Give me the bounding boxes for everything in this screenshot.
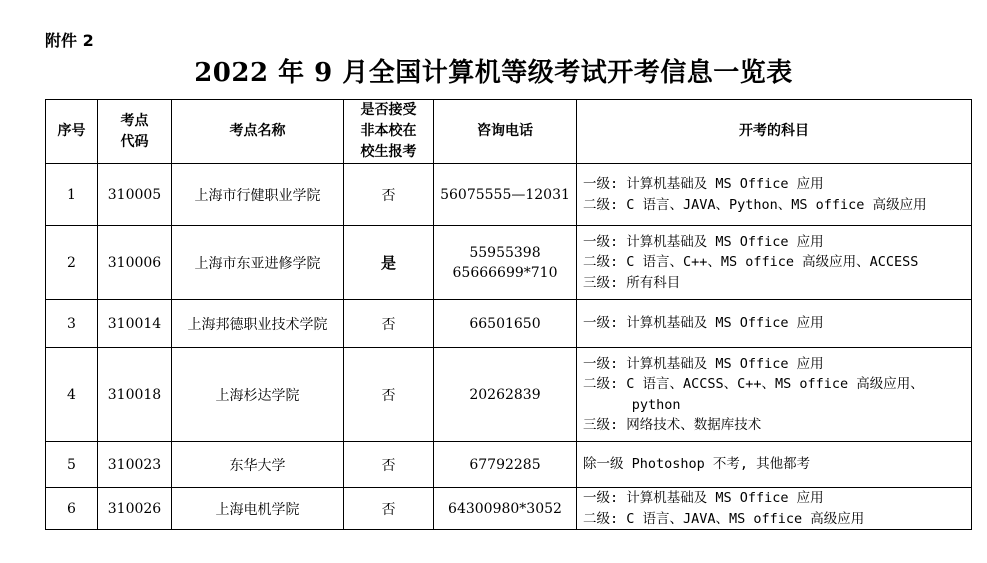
cell-phone: 55955398 65666699*710 xyxy=(434,226,577,300)
table-row xyxy=(46,348,972,442)
cell-accept: 否 xyxy=(344,300,434,348)
page-title: 2022 年 9 月全国计算机等级考试开考信息一览表 xyxy=(194,58,793,88)
cell-name: 东华大学 xyxy=(172,442,344,488)
cell-accept: 否 xyxy=(344,164,434,226)
header-name: 考点名称 xyxy=(172,100,344,164)
header-seq: 序号 xyxy=(46,100,98,164)
cell-phone: 20262839 xyxy=(434,348,577,442)
cell-code: 310005 xyxy=(98,164,172,226)
cell-name: 上海电机学院 xyxy=(172,488,344,530)
cell-seq: 3 xyxy=(46,300,98,348)
cell-accept: 否 xyxy=(344,442,434,488)
cell-accept: 否 xyxy=(344,488,434,530)
cell-code: 310023 xyxy=(98,442,172,488)
header-accept: 是否接受 非本校在 校生报考 xyxy=(344,100,434,164)
table-row xyxy=(46,226,972,300)
cell-code: 310014 xyxy=(98,300,172,348)
header-phone: 咨询电话 xyxy=(434,100,577,164)
cell-name: 上海杉达学院 xyxy=(172,348,344,442)
cell-seq: 1 xyxy=(46,164,98,226)
cell-name: 上海市东亚进修学院 xyxy=(172,226,344,300)
cell-name: 上海邦德职业技术学院 xyxy=(172,300,344,348)
table-row xyxy=(46,488,972,530)
header-subjects: 开考的科目 xyxy=(577,100,972,164)
cell-subjects: 一级: 计算机基础及 MS Office 应用 二级: C 语言、JAVA、Python、MS office 高级应用 xyxy=(577,164,972,226)
cell-subjects: 一级: 计算机基础及 MS Office 应用 二级: C 语言、ACCSS、C++、MS office 高级应用、 python 三级: 网络技术、数据库技术 xyxy=(577,348,972,442)
cell-subjects: 一级: 计算机基础及 MS Office 应用 二级: C 语言、JAVA、MS office 高级应用 xyxy=(577,488,972,530)
cell-subjects: 一级: 计算机基础及 MS Office 应用 xyxy=(577,300,972,348)
attachment-label: 附件 2 xyxy=(45,31,94,50)
cell-seq: 2 xyxy=(46,226,98,300)
cell-name: 上海市行健职业学院 xyxy=(172,164,344,226)
cell-phone: 67792285 xyxy=(434,442,577,488)
cell-accept: 否 xyxy=(344,348,434,442)
cell-code: 310026 xyxy=(98,488,172,530)
cell-code: 310006 xyxy=(98,226,172,300)
cell-phone: 66501650 xyxy=(434,300,577,348)
table-header-row xyxy=(46,100,972,164)
table-row xyxy=(46,164,972,226)
table-row xyxy=(46,442,972,488)
cell-phone: 64300980*3052 xyxy=(434,488,577,530)
cell-subjects: 一级: 计算机基础及 MS Office 应用 二级: C 语言、C++、MS office 高级应用、ACCESS 三级: 所有科目 xyxy=(577,226,972,300)
cell-seq: 4 xyxy=(46,348,98,442)
header-code: 考点 代码 xyxy=(98,100,172,164)
cell-phone: 56075555—12031 xyxy=(434,164,577,226)
cell-code: 310018 xyxy=(98,348,172,442)
cell-accept: 是 xyxy=(344,226,434,300)
exam-info-table xyxy=(45,99,972,530)
table-row xyxy=(46,300,972,348)
cell-seq: 6 xyxy=(46,488,98,530)
cell-subjects: 除一级 Photoshop 不考, 其他都考 xyxy=(577,442,972,488)
cell-seq: 5 xyxy=(46,442,98,488)
